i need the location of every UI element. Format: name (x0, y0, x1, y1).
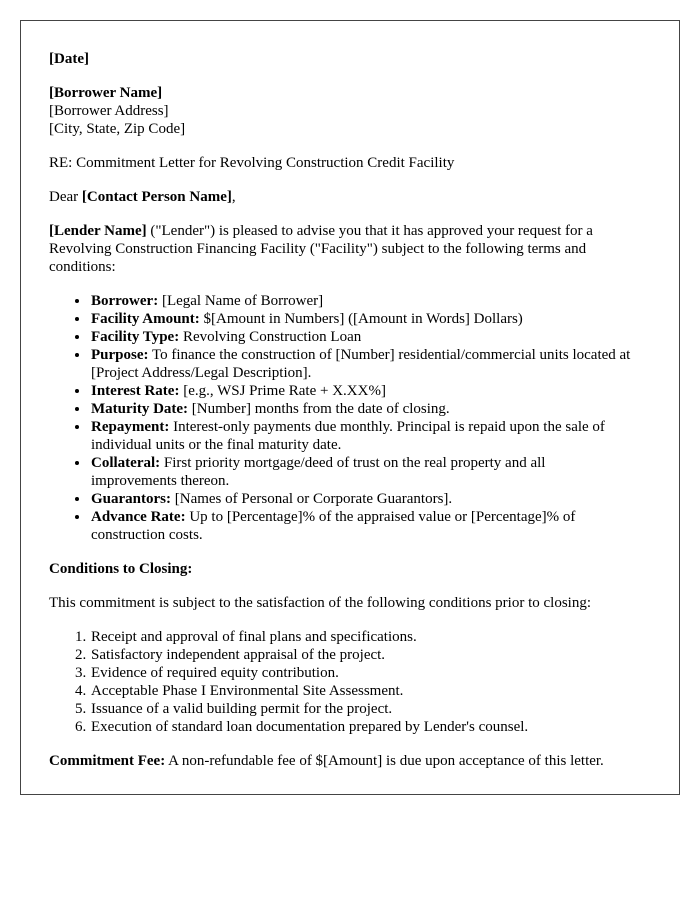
commitment-fee-paragraph (49, 752, 631, 770)
term-label: Guarantors: (91, 491, 171, 507)
commitment-fee-text: A non-refundable fee of $[Amount] is due upon acceptance of this letter. (165, 753, 604, 769)
term-label: Repayment: (91, 419, 170, 435)
conditions-intro: This commitment is subject to the satisfaction of the following conditions prior to closing: (49, 595, 592, 611)
term-label: Advance Rate: (91, 509, 186, 525)
condition-item: 3. Evidence of required equity contribution. (90, 664, 631, 682)
recipient-block (49, 84, 631, 138)
commitment-fee-label: Commitment Fee: (49, 753, 166, 769)
terms-list (49, 292, 631, 544)
date-placeholder: [Date] (49, 51, 89, 67)
recipient-address: [Borrower Address] (49, 103, 169, 119)
term-label: Maturity Date: (91, 401, 189, 417)
term-text: [Names of Personal or Corporate Guarantors]. (171, 491, 453, 507)
salutation (49, 188, 631, 206)
lender-name-placeholder: [Lender Name] (49, 223, 147, 239)
condition-item: 5. Issuance of a valid building permit for the project. (90, 700, 631, 718)
term-text: Up to [Percentage]% of the appraised value or [Percentage]% of construction costs. (91, 509, 576, 543)
conditions-list (49, 628, 631, 736)
intro-text: ("Lender") is pleased to advise you that it has approved your request for a Revolving Construction Financing Facility ("Facility") subject to the following terms and conditions: (49, 223, 593, 275)
term-item-repayment (90, 418, 631, 454)
condition-item: 4. Acceptable Phase I Environmental Site Assessment. (90, 682, 631, 700)
term-item-borrower (90, 292, 631, 310)
letter-container (20, 20, 680, 795)
term-label: Interest Rate: (91, 383, 180, 399)
recipient-name: [Borrower Name] (49, 85, 163, 101)
salutation-suffix: , (231, 189, 236, 205)
salutation-prefix: Dear (49, 189, 82, 205)
condition-item: 2. Satisfactory independent appraisal of the project. (90, 646, 631, 664)
term-item-guarantors (90, 490, 631, 508)
term-label: Facility Type: (91, 329, 180, 345)
term-label: Borrower: (91, 293, 159, 309)
intro-paragraph (49, 222, 631, 276)
term-item-advance-rate (90, 508, 631, 544)
term-text: [Legal Name of Borrower] (158, 293, 324, 309)
term-text: Interest-only payments due monthly. Principal is repaid upon the sale of individual units or the final maturity date. (91, 419, 605, 453)
term-text: Revolving Construction Loan (179, 329, 362, 345)
conditions-heading: Conditions to Closing: (49, 561, 193, 577)
term-text: First priority mortgage/deed of trust on the real property and all improvements thereon. (91, 455, 546, 489)
term-text: [Number] months from the date of closing. (188, 401, 450, 417)
term-label: Collateral: (91, 455, 161, 471)
term-item-collateral (90, 454, 631, 490)
contact-person-placeholder: [Contact Person Name] (81, 189, 232, 205)
term-item-facility-type (90, 328, 631, 346)
term-text: [e.g., WSJ Prime Rate + X.XX%] (179, 383, 386, 399)
subject-line: RE: Commitment Letter for Revolving Construction Credit Facility (49, 155, 455, 171)
condition-item: 6. Execution of standard loan documentation prepared by Lender's counsel. (90, 718, 631, 736)
term-label: Purpose: (91, 347, 149, 363)
term-text: $[Amount in Numbers] ([Amount in Words] Dollars) (199, 311, 523, 327)
term-item-purpose (90, 346, 631, 382)
condition-item: 1. Receipt and approval of final plans and specifications. (90, 628, 631, 646)
term-label: Facility Amount: (91, 311, 200, 327)
term-item-maturity-date (90, 400, 631, 418)
recipient-city-state-zip: [City, State, Zip Code] (49, 121, 186, 137)
term-text: To finance the construction of [Number] residential/commercial units located at [Project Address/Legal Description]. (91, 347, 631, 381)
term-item-interest-rate (90, 382, 631, 400)
term-item-facility-amount (90, 310, 631, 328)
